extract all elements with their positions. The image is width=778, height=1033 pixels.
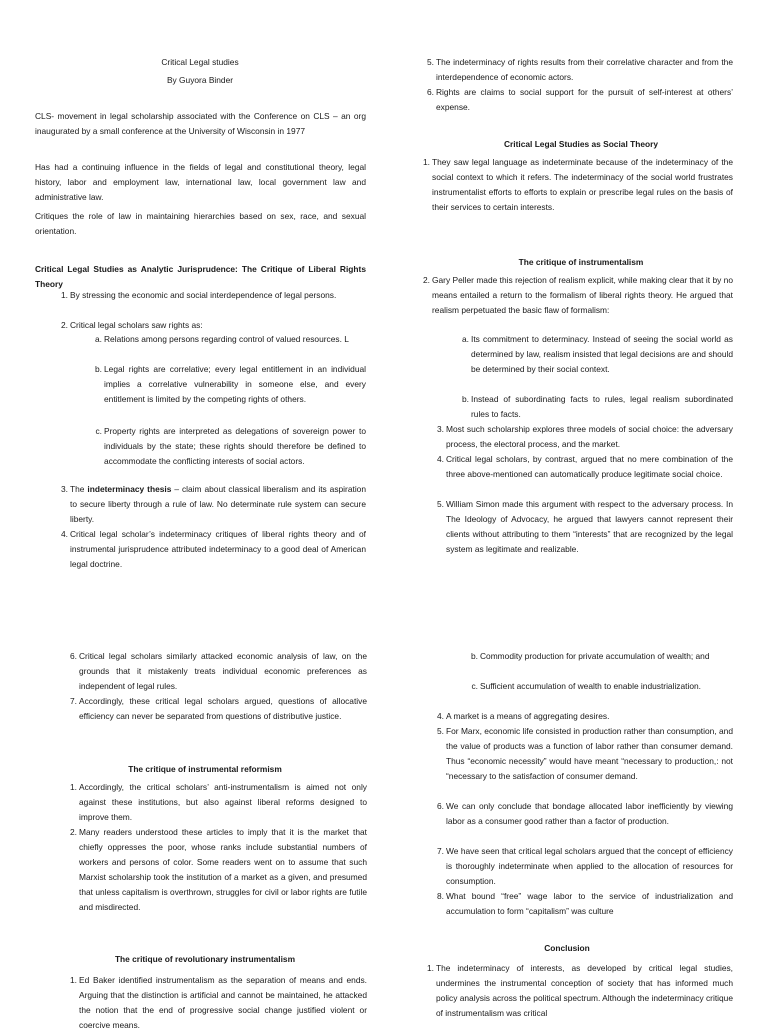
list-item [437,709,733,724]
list-item [427,85,733,115]
list-text: Gary Peller made this rejection of realism explicit, while making clear that it by no means entailed a return to the formalism of liberal rights theory. He argued that realism perpetuated the basic flaw of formalism: [432,275,733,315]
list-text: The indeterminacy of rights results from their correlative character and from the interdependence of economic actors. [436,57,733,82]
page-bottom-left [0,512,384,1030]
intro-paragraph: CLS- movement in legal scholarship associated with the Conference on CLS – an org inaugurated by a small conference at the University of Wisconsin in 1977 [35,111,366,136]
key-term: indeterminacy thesis [87,484,172,494]
list-text: Sufficient accumulation of wealth to enable industrialization. [480,681,701,691]
page-top-left [0,0,384,569]
list-number: 1. [61,290,68,300]
list-number: 3. [61,484,68,494]
list-text: Critical legal scholars, by contrast, argued that no mere combination of the three above-mentioned can automatically produce legitimate social choice. [446,454,733,479]
list-number: 6. [427,87,434,97]
list-number: 5. [437,499,444,509]
section-heading: Critical Legal Studies as Social Theory [503,139,659,149]
list-text: We have seen that critical legal scholars argued that the concept of efficiency is thoroughly indeterminate when applied to the allocation of resources for consumption. [446,846,733,886]
list-text: By stressing the economic and social interdependence of legal persons. [70,290,337,300]
list-item [70,973,367,1033]
list-letter: c. [95,426,102,436]
list-item [70,825,367,915]
list-item [437,724,733,784]
list-item [423,155,733,215]
list-letter: b. [462,394,469,404]
list-item [427,55,733,85]
list-number: 1. [427,963,434,973]
list-text: Rights are claims to social support for the pursuit of self-interest at others’ expense. [436,87,733,112]
sub-list-item [95,424,366,469]
list-letter: b. [471,651,478,661]
list-number: 4. [437,454,444,464]
list-text: A market is a means of aggregating desires. [446,711,610,721]
list-text: William Simon made this argument with respect to the adversary process. In The Ideology of Advocacy, he argued that lawyers cannot represent their clients without attributing to them “interests” that are recognized by the legal system as legitimate and realizable. [446,499,733,554]
list-item [70,649,367,694]
list-text: For Marx, economic life consisted in production rather than consumption, and the value of products was a function of labor rather than consumer demand. Thus “economic necessity” would have meant “necessary to production,: not “necessary to the satisfaction of consumer demand. [446,726,733,781]
list-text: Critical legal scholar’s indeterminacy critiques of liberal rights theory and of instrumental jurisprudence attributed indeterminacy to a good deal of American legal doctrine. [70,529,366,569]
list-item [70,780,367,825]
list-item [437,452,733,482]
list-text: Legal rights are correlative; every legal entitlement in an individual implies a correlative vulnerability in someone else, and every entitlement is limited by the competing rights of others. [104,364,366,404]
sub-list-item [462,332,733,377]
text-run: The [70,484,88,494]
list-letter: a. [95,334,102,344]
list-text: Ed Baker identified instrumentalism as the separation of means and ends. Arguing that the distinction is artificial and cannot be maintained, he attacked the notion that the end of progressive social change justified violent or coercive means. [79,975,367,1030]
list-text: Its commitment to determinacy. Instead of seeing the social world as determined by law, realism insisted that legal decisions are and should be determined by their social context. [471,334,733,374]
list-number: 2. [70,827,77,837]
section-heading: Critical Legal Studies as Analytic Jurisprudence: The Critique of Liberal Rights Theory [35,264,366,289]
page-bottom-right [384,512,768,1024]
list-text: What bound “free” wage labor to the service of industrialization and accumulation to form “capitalism” was culture [446,891,733,916]
list-number: 2. [61,320,68,330]
list-letter: b. [95,364,102,374]
list-text: The indeterminacy of interests, as developed by critical legal studies, undermines the instrumental conception of society that has informed much policy analysis across the political spectrum. Although the indeterminacy critique of instrumentalism was critical [436,963,733,1018]
list-number: 5. [427,57,434,67]
list-item [437,844,733,889]
list-text: Many readers understood these articles to imply that it is the market that chiefly oppresses the poor, whose ranks include substantial numbers of workers and persons of color. Some readers went on to assume that such Marxist scholarship took the institution of a market as a given, and presumed that unless capitalism is overthrown, struggles for civil or labor rights are futile and misdirected. [79,827,367,912]
intro-paragraph: Has had a continuing influence in the fields of legal and constitutional theory, legal history, labor and employment law, international law, local government law and administrative law. [35,162,366,202]
list-item [61,288,366,303]
list-text: Accordingly, the critical scholars’ anti-instrumentalism is aimed not only against these institutions, but also against liberal reforms designed to improve them. [79,782,367,822]
list-number: 6. [70,651,77,661]
list-item [61,318,366,333]
list-letter: c. [471,681,478,691]
text-run: – claim about classical liberalism and its aspiration to secure liberty through a rule of law. No determinate rule system can secure liberty. [70,484,366,524]
list-text: Relations among persons regarding control of valued resources. L [104,334,349,344]
list-text: Instead of subordinating facts to rules, legal realism subordinated rules to facts. [471,394,733,419]
list-number: 5. [437,726,444,736]
list-letter: a. [462,334,469,344]
list-text: Commodity production for private accumulation of wealth; and [480,651,710,661]
section-heading: The critique of revolutionary instrumentalism [114,954,296,964]
list-text: Critical legal scholars saw rights as: [70,320,203,330]
list-text: Property rights are interpreted as delegations of sovereign power to individuals by the state; these rights should therefore be defined to accommodate the conflicting interests of social actors. [104,426,366,466]
list-item [437,422,733,452]
list-item [423,273,733,318]
list-number: 1. [70,782,77,792]
document-title: Critical Legal studies [161,57,239,67]
list-text: They saw legal language as indeterminate because of the indeterminacy of the social context to which it refers. The indeterminacy of the social world frustrates instrumentalist efforts to efforts to explain or prescribe legal rules on the basis of their services to certain interests. [432,157,733,212]
list-item [437,889,733,919]
list-number: 7. [437,846,444,856]
list-number: 3. [437,424,444,434]
section-heading: Conclusion [544,943,590,953]
sub-list-item [462,392,733,422]
list-text: Accordingly, these critical legal scholars argued, questions of allocative efficiency can never be separated from questions of distributive justice. [79,696,367,721]
list-number: 7. [70,696,77,706]
list-text: Most such scholarship explores three models of social choice: the adversary process, the electoral process, and the market. [446,424,733,449]
list-number: 1. [423,157,430,167]
section-heading: The critique of instrumental reformism [128,764,282,774]
list-text: We can only conclude that bondage allocated labor inefficiently by viewing labor as a consumer good rather than a factor of production. [446,801,733,826]
intro-paragraph: Critiques the role of law in maintaining hierarchies based on sex, race, and sexual orientation. [35,211,366,236]
list-number: 6. [437,801,444,811]
list-number: 4. [437,711,444,721]
sub-list-item [471,649,733,664]
list-text: Critical legal scholars similarly attacked economic analysis of law, on the grounds that it mistakenly treats individual economic preferences as independent of legal rules. [79,651,367,691]
list-item [70,694,367,724]
sub-list-item [95,362,366,407]
sub-list-item [95,332,366,347]
list-number: 2. [423,275,430,285]
list-number: 1. [70,975,77,985]
sub-list-item [471,679,733,694]
list-item [437,799,733,829]
document-author: By Guyora Binder [166,75,234,85]
page-top-right [384,0,768,554]
section-heading: The critique of instrumentalism [518,257,644,267]
list-item [427,961,733,1021]
list-number: 4. [61,529,68,539]
list-number: 8. [437,891,444,901]
